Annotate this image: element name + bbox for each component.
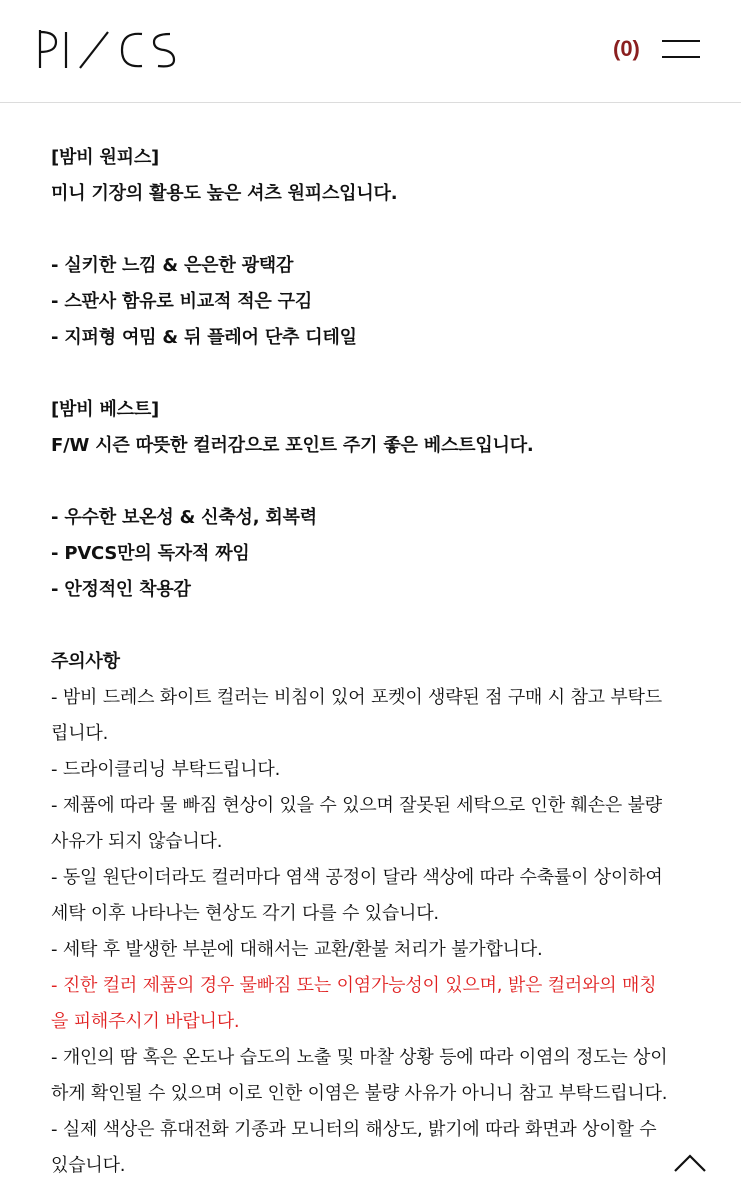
note-line: - 동일 원단이더라도 컬러마다 염색 공정이 달라 색상에 따라 수축률이 상이하여 <box>51 867 663 888</box>
note-line: - 제품에 따라 물 빠짐 현상이 있을 수 있으며 잘못된 세탁으로 인한 훼손은 불량 <box>51 795 662 816</box>
note-line: 립니다. <box>51 723 109 744</box>
vest-desc: F/W 시즌 따뜻한 컬러감으로 포인트 주기 좋은 베스트입니다. <box>51 435 534 456</box>
one-piece-title: [밤비 원피스] <box>51 147 160 168</box>
note-line: 세탁 이후 나타나는 현상도 각기 다를 수 있습니다. <box>51 903 439 924</box>
vest-point: - 안정적인 착용감 <box>51 579 191 600</box>
note-line: 있습니다. <box>51 1155 126 1176</box>
note-line: 사유가 되지 않습니다. <box>51 831 223 852</box>
warning-line: 을 피해주시기 바랍니다. <box>51 1011 240 1032</box>
vest-title: [밤비 베스트] <box>51 399 160 420</box>
warning-line: - 진한 컬러 제품의 경우 물빠짐 또는 이염가능성이 있으며, 밝은 컬러와의 매칭 <box>51 975 657 996</box>
one-piece-point: - 지퍼형 여밈 & 뒤 플레어 단추 디테일 <box>51 327 357 348</box>
vest-point: - 우수한 보온성 & 신축성, 회복력 <box>51 507 317 528</box>
note-line: - 개인의 땀 혹은 온도나 습도의 노출 및 마찰 상황 등에 따라 이염의 정도는 상이 <box>51 1047 668 1068</box>
one-piece-point: - 스판사 함유로 비교적 적은 구김 <box>51 291 313 312</box>
vest-point: - PVCS만의 독자적 짜임 <box>51 543 250 564</box>
note-line: 하게 확인될 수 있으며 이로 인한 이염은 불량 사유가 아니니 참고 부탁드립니다. <box>51 1083 668 1104</box>
one-piece-point: - 실키한 느낌 & 은은한 광택감 <box>51 255 294 276</box>
one-piece-desc: 미니 기장의 활용도 높은 셔츠 원피스입니다. <box>51 183 398 204</box>
note-line: - 세탁 후 발생한 부분에 대해서는 교환/환불 처리가 불가합니다. <box>51 939 543 960</box>
chevron-up-icon[interactable] <box>672 1150 708 1174</box>
pvcs-logo[interactable] <box>36 28 186 72</box>
site-header <box>0 0 741 103</box>
cart-count[interactable]: (0) <box>613 36 640 61</box>
note-line: - 드라이클리닝 부탁드립니다. <box>51 759 281 780</box>
product-description <box>51 140 701 1184</box>
hamburger-menu-icon[interactable] <box>662 40 700 60</box>
notes-title: 주의사항 <box>51 651 120 672</box>
note-line: - 밤비 드레스 화이트 컬러는 비침이 있어 포켓이 생략된 점 구매 시 참고 부탁드 <box>51 687 662 708</box>
note-line: - 실제 색상은 휴대전화 기종과 모니터의 해상도, 밝기에 따라 화면과 상이할 수 <box>51 1119 657 1140</box>
